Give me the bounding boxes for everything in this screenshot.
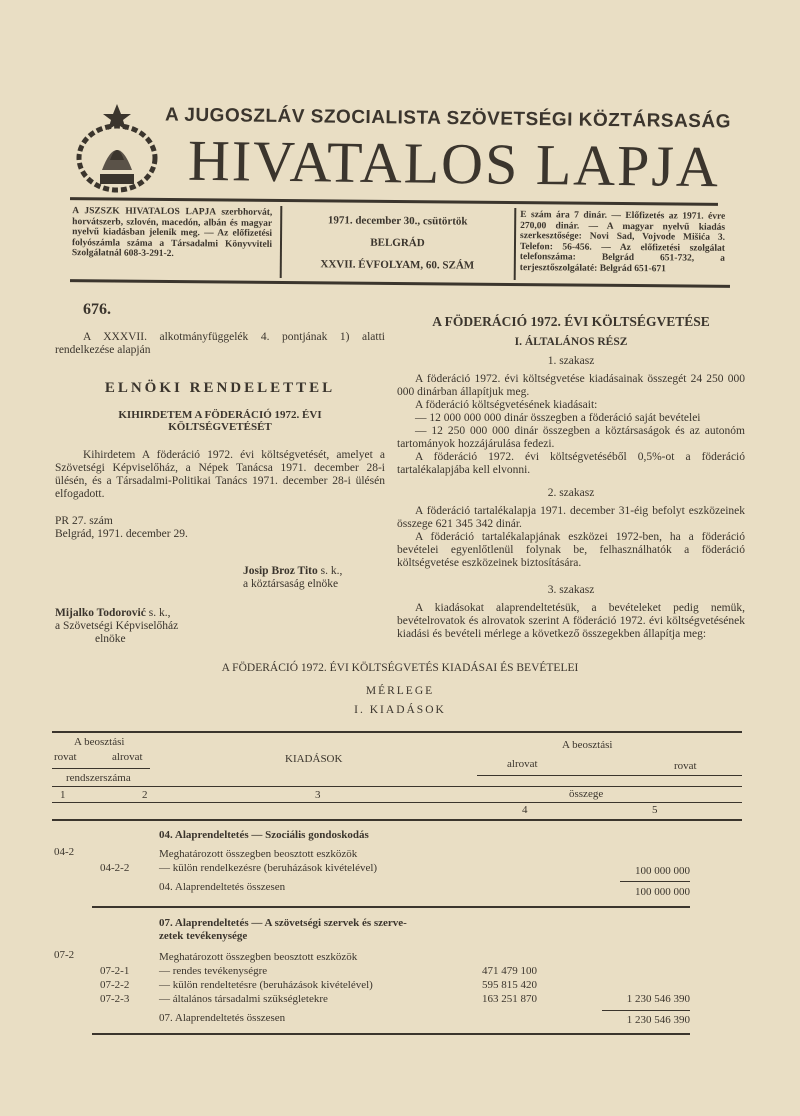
page-body xyxy=(0,300,800,1056)
issue-city: BELGRÁD xyxy=(370,236,425,250)
section-3: 3. szakasz xyxy=(547,584,595,596)
group-07-title xyxy=(159,917,407,943)
group-07-title-line2: zetek tevékenysége xyxy=(159,930,248,942)
decree-body: Kihirdetem A föderáció 1972. évi költségvetését, amelyet a Szövetségi Képviselőház, a Népek Tanácsa 1971. december 28-i ülésén, és a Társadalmi-Politikai Tanács 1971. december 28-i ülésén elfogadott. xyxy=(55,449,385,500)
table-row xyxy=(52,993,742,1007)
group-07-rovat: 07-2 xyxy=(54,949,75,961)
intro: A XXXVII. alkotmányfüggelék 4. pontjának 1) alatti rendelkezése alapján xyxy=(55,331,385,356)
header-alrovat-2: alrovat xyxy=(507,758,538,770)
info-box xyxy=(70,204,731,284)
row-code: 04-2-2 xyxy=(100,862,130,874)
header-beosztasi-2: A beosztási xyxy=(562,739,613,751)
row-text: — általános társadalmi szükségletekre xyxy=(159,993,328,1005)
col-number-3: 3 xyxy=(315,789,321,801)
section-1-para-1: A föderáció 1972. évi költségvetése kiadásainak összegét 24 250 000 000 dinárban állapítjuk meg. xyxy=(397,373,745,398)
header-osszege: összege xyxy=(569,788,604,800)
group-07-total: 1 230 546 390 xyxy=(626,1014,690,1026)
decree-subheading: KIHIRDETEM A FÖDERÁCIÓ 1972. ÉVI KÖLTSÉGVETÉSÉT xyxy=(118,409,322,433)
info-right: E szám ára 7 dinár. — Előfizetés az 1971. évre 270,00 dinár. — A magyar nyelvű kiadás szerkesztősége: Novi Sad, Vojvode Mišića 3. Telefon: 56-456. — Az előfizetési szolgálat telefonszáma: Belgrád 651-732, a terjesztőszolgálaté: Belgrád 651-671 xyxy=(519,210,726,274)
left-column xyxy=(55,300,385,646)
budget-title: A FÖDERÁCIÓ 1972. ÉVI KÖLTSÉGVETÉSE xyxy=(432,314,710,329)
table-title: A FÖDERÁCIÓ 1972. ÉVI KÖLTSÉGVETÉS KIADÁSAI ÉS BEVÉTELEI xyxy=(221,662,579,674)
row-code: 07-2-2 xyxy=(100,979,130,991)
group-04-rovat: 04-2 xyxy=(54,846,75,858)
signatory-2-name: Mijalko Todorović xyxy=(55,607,146,619)
row-alrovat-amount: 163 251 870 xyxy=(482,993,537,1005)
section-2: 2. szakasz xyxy=(547,487,595,499)
section-2-para-2: A föderáció tartalékalapjának eszközei 1972-ben, ha a föderáció bevételei egyenlőtlenül folynak be, felhasználhatók a föderáció költségvetése eszközeinek biztosítására. xyxy=(397,531,745,569)
group-04-desc: Meghatározott összegben beosztott eszközök xyxy=(159,848,358,860)
decree-ref: PR 27. szám xyxy=(55,515,113,527)
group-04-title: 04. Alaprendeltetés — Szociális gondoskodás xyxy=(159,829,369,841)
signatory-2-suffix: s. k., xyxy=(145,607,171,619)
section-1: 1. szakasz xyxy=(547,355,595,367)
group-07-desc: Meghatározott összegben beosztott eszközök xyxy=(159,951,358,963)
info-left: A JSZSZK HIVATALOS LAPJA szerbhorvát, horvátszerb, szlovén, macedón, albán és magyar nyelvű kiadásban jelenik meg. — Az előfizetési folyószámla száma a Társadalmi Könyvviteli Szolgálatnál 608-3-291-2. xyxy=(71,206,273,260)
table-row xyxy=(52,979,742,993)
section-1-para-2: A föderáció költségvetésének kiadásait: xyxy=(415,399,598,411)
issue-number: XXVII. ÉVFOLYAM, 60. SZÁM xyxy=(320,258,475,272)
row-code: 07-2-1 xyxy=(100,965,130,977)
col-number-4: 4 xyxy=(522,804,528,816)
row-alrovat-amount: 471 479 100 xyxy=(482,965,537,977)
state-emblem xyxy=(72,100,162,195)
table-subtitle: MÉRLEGE xyxy=(365,685,435,697)
signatory-1-role: a köztársaság elnöke xyxy=(243,578,339,590)
part-heading: I. ÁLTALÁNOS RÉSZ xyxy=(514,336,628,348)
header-kiadasok: KIADÁSOK xyxy=(285,753,343,765)
row-code: 07-2-3 xyxy=(100,993,130,1005)
header-rovat: rovat xyxy=(54,751,77,763)
row-rovat-amount: 100 000 000 xyxy=(635,865,690,877)
header-rovat-2: rovat xyxy=(674,760,697,772)
signatory-1-name: Josip Broz Tito xyxy=(243,565,318,577)
row-rovat-amount: 1 230 546 390 xyxy=(626,993,690,1005)
decree-place-date: Belgrád, 1971. december 29. xyxy=(55,528,188,540)
section-3-para-1: A kiadásokat alaprendeltetésük, a bevételeket pedig nemük, bevételrovatok és alrovatok szerint A föderáció 1972. évi költségvetésének kiadási és bevételi mérlege a következő összegekben állapítja meg: xyxy=(397,602,745,640)
header-beosztasi: A beosztási xyxy=(74,736,125,748)
table-row xyxy=(52,965,742,979)
group-04-total: 100 000 000 xyxy=(635,886,690,898)
header-rendszerszama: rendszerszáma xyxy=(66,772,131,784)
section-1-para-5: A föderáció 1972. évi költségvetéséből 0,5%-ot a föderáció tartalékalapjába kell elvonni. xyxy=(397,451,745,476)
right-column xyxy=(397,300,745,641)
col-number-1: 1 xyxy=(60,789,66,801)
group-07-total-label: 07. Alaprendeltetés összesen xyxy=(159,1012,286,1024)
decree-heading: ELNÖKI RENDELETTEL xyxy=(104,380,336,396)
section-1-para-3: — 12 000 000 000 dinár összegben a föderáció saját bevételei xyxy=(415,412,701,424)
signatory-2-role-line2: elnöke xyxy=(95,633,126,645)
row-text: — külön rendeltetésre (beruházások kivételével) xyxy=(159,979,373,991)
group-04-total-label: 04. Alaprendeltetés összesen xyxy=(159,881,286,893)
header-alrovat: alrovat xyxy=(112,751,143,763)
issue-date: 1971. december 30., csütörtök xyxy=(327,214,468,228)
col-number-5: 5 xyxy=(652,804,658,816)
masthead-subtitle: A JUGOSZLÁV SZOCIALISTA SZÖVETSÉGI KÖZTÁRSASÁG xyxy=(164,104,732,133)
table-row xyxy=(52,862,742,878)
col-number-2: 2 xyxy=(142,789,148,801)
signatory-2-role: a Szövetségi Képviselőház xyxy=(55,620,179,632)
row-text: — rendes tevékenységre xyxy=(159,965,268,977)
table-section: I. KIADÁSOK xyxy=(354,704,446,716)
act-number: 676. xyxy=(83,301,111,318)
group-07-title-line1: 07. Alaprendeltetés — A szövetségi szervek és szerve- xyxy=(159,917,407,929)
masthead-title: HIVATALOS LAPJA xyxy=(187,127,721,200)
section-1-para-4: — 12 250 000 000 dinár összegben a köztársaságok és az autonóm tartományok hozzájárulása fedezi. xyxy=(397,425,745,450)
budget-table xyxy=(52,731,742,1036)
signatory-1-suffix: s. k., xyxy=(317,565,343,577)
section-2-para-1: A föderáció tartalékalapja 1971. december 31-éig befolyt eszközeinek összege 621 345 342 dinár. xyxy=(397,505,745,530)
row-alrovat-amount: 595 815 420 xyxy=(482,979,537,991)
row-text: — külön rendelkezésre (beruházások kivételével) xyxy=(159,862,378,874)
